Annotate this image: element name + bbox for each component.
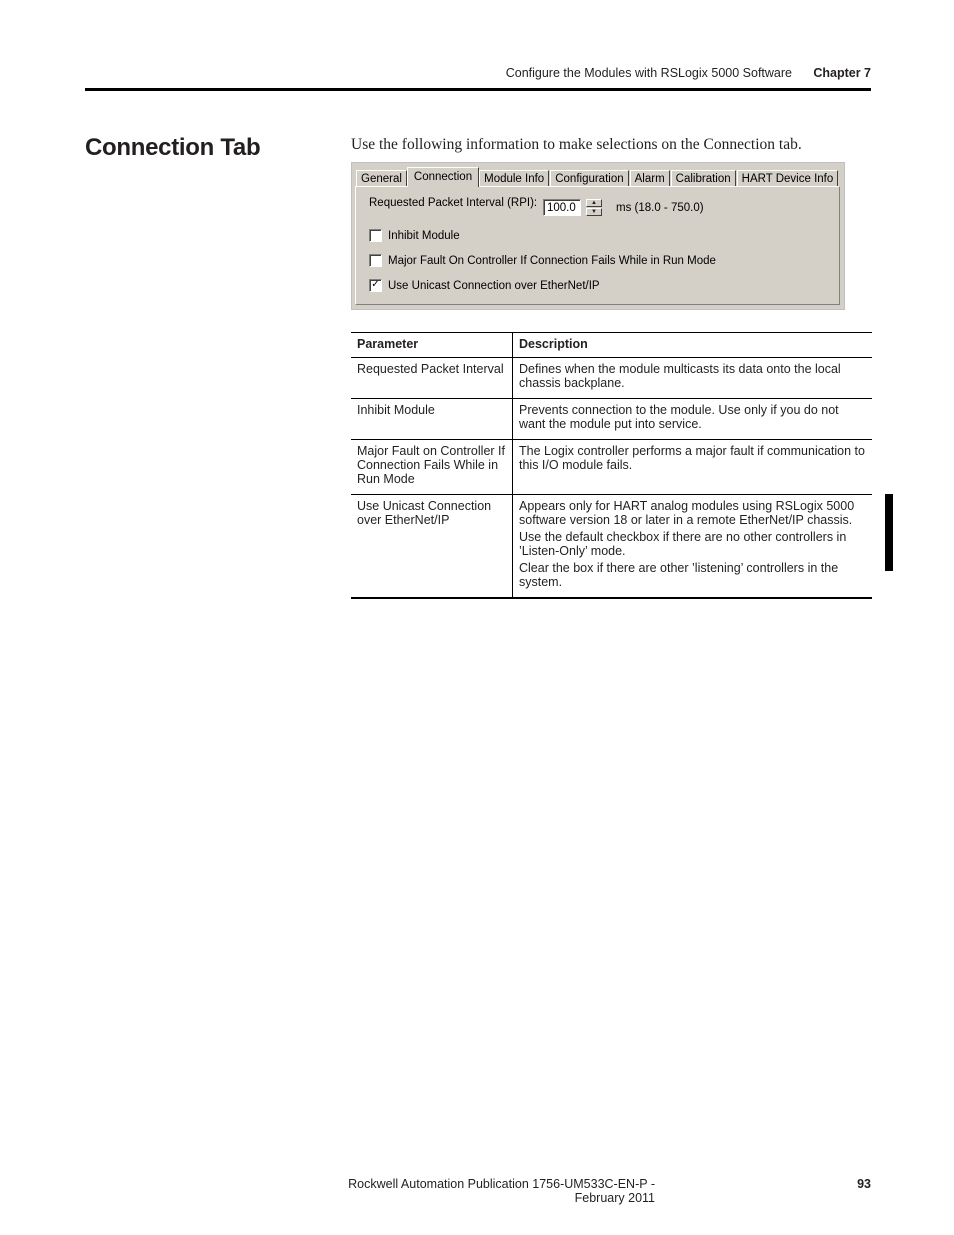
rpi-label: Requested Packet Interval (RPI): <box>369 197 538 209</box>
unicast-row <box>369 279 600 292</box>
tab-alarm[interactable]: Alarm <box>630 170 670 187</box>
connection-dialog-screenshot <box>351 162 845 310</box>
parameter-cell: Major Fault on Controller If Connection Fails While in Run Mode <box>351 440 513 495</box>
header-rule <box>85 88 871 91</box>
section-title: Connection Tab <box>85 134 261 161</box>
tab-module-info[interactable]: Module Info <box>479 170 549 187</box>
running-header-title: Configure the Modules with RSLogix 5000 Software <box>505 66 792 80</box>
checkmark-icon: ✓ <box>371 279 380 290</box>
major-fault-checkbox[interactable] <box>369 254 382 267</box>
table-row <box>351 495 872 599</box>
major-fault-label: Major Fault On Controller If Connection Fails While in Run Mode <box>388 254 716 267</box>
table-row <box>351 399 872 440</box>
header-parameter: Parameter <box>351 333 513 358</box>
tab-connection[interactable]: Connection <box>407 167 479 187</box>
rpi-input[interactable] <box>543 199 581 216</box>
parameter-cell: Requested Packet Interval <box>351 358 513 399</box>
description-cell: The Logix controller performs a major fault if communication to this I/O module fails. <box>513 440 873 495</box>
header-description: Description <box>513 333 873 358</box>
description-cell: Prevents connection to the module. Use only if you do not want the module put into service. <box>513 399 873 440</box>
running-header-chapter: Chapter 7 <box>813 66 871 80</box>
inhibit-module-row <box>369 229 460 242</box>
table-row <box>351 440 872 495</box>
footer-publication: Rockwell Automation Publication 1756-UM533C-EN-P - February 2011 <box>348 1177 655 1205</box>
dialog-tab-strip <box>356 167 839 187</box>
table-header-row <box>351 333 872 358</box>
intro-paragraph: Use the following information to make selections on the Connection tab. <box>351 136 802 153</box>
unicast-checkbox[interactable] <box>369 279 382 292</box>
description-cell: Appears only for HART analog modules using RSLogix 5000 software version 18 or later in a remote EtherNet/IP chassis. Use the default checkbox if there are no other controllers in ’Listen-Only’ mode. Clear the box if there are other ’listening’ controllers in the system. <box>513 495 873 599</box>
parameter-cell: Use Unicast Connection over EtherNet/IP <box>351 495 513 599</box>
unicast-label: Use Unicast Connection over EtherNet/IP <box>388 279 600 292</box>
inhibit-module-checkbox[interactable] <box>369 229 382 242</box>
table-row <box>351 358 872 399</box>
description-cell: Defines when the module multicasts its data onto the local chassis backplane. <box>513 358 873 399</box>
tab-hart-device-info[interactable]: HART Device Info <box>737 170 839 187</box>
page-number: 93 <box>857 1177 871 1191</box>
tab-calibration[interactable]: Calibration <box>671 170 736 187</box>
tab-general[interactable]: General <box>356 170 407 187</box>
tab-configuration[interactable]: Configuration <box>550 170 628 187</box>
spin-up-icon[interactable]: ▲ <box>586 199 602 207</box>
spin-down-icon[interactable]: ▼ <box>586 208 602 216</box>
inhibit-module-label: Inhibit Module <box>388 229 460 242</box>
parameter-cell: Inhibit Module <box>351 399 513 440</box>
chapter-thumb-tab <box>885 494 893 571</box>
parameter-table <box>351 332 872 599</box>
major-fault-row <box>369 254 716 267</box>
rpi-range-label: ms (18.0 - 750.0) <box>616 202 704 214</box>
rpi-spinner[interactable] <box>586 199 602 216</box>
